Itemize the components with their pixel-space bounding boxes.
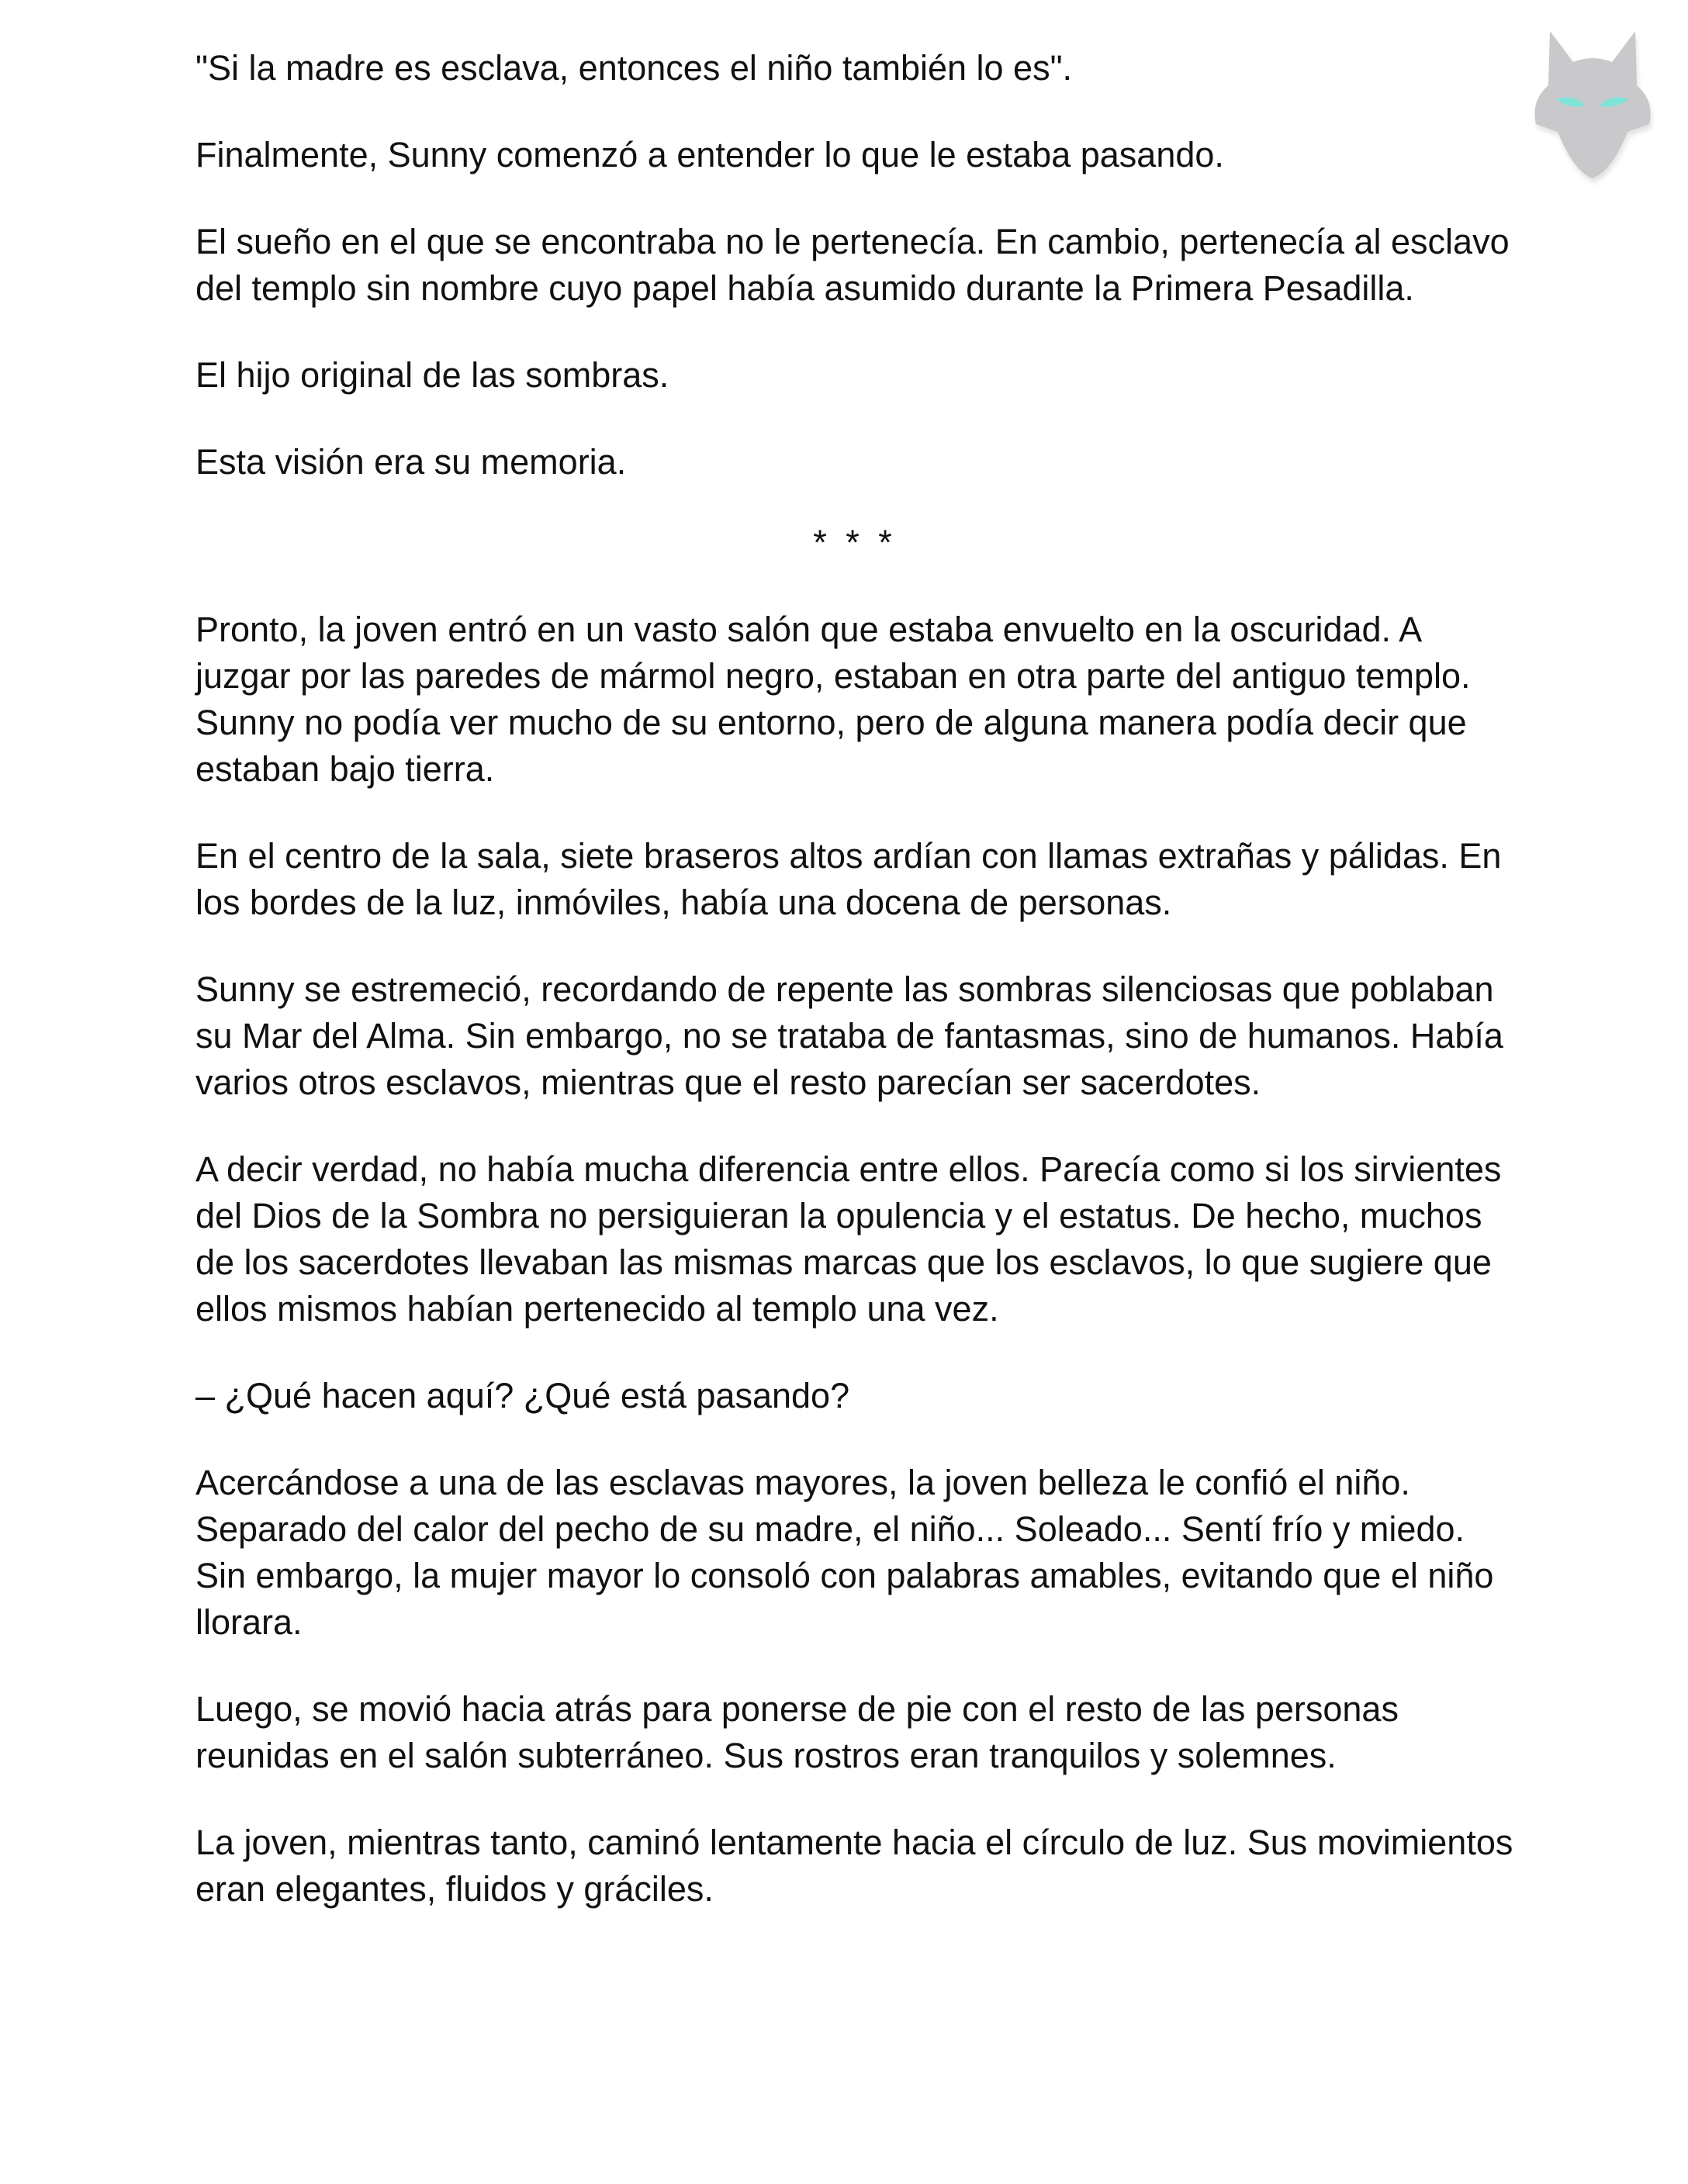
paragraph-dream: El sueño en el que se encontraba no le pertenecía. En cambio, pertenecía al esclavo del templo sin nombre cuyo papel había asumido durante la Primera Pesadilla. — [195, 222, 1510, 308]
paragraph-circle-of-light: La joven, mientras tanto, caminó lentamente hacia el círculo de luz. Sus movimientos eran elegantes, fluidos y gráciles. — [195, 1823, 1513, 1909]
paragraph-realization: Finalmente, Sunny comenzó a entender lo que le estaba pasando. — [195, 135, 1224, 175]
demon-head-icon — [1519, 16, 1666, 194]
paragraph-shadows: Sunny se estremeció, recordando de repente las sombras silenciosas que poblaban su Mar del Alma. Sin embargo, no se trataba de fantasmas, sino de humanos. Había varios otros esclavos, mientras que el resto parecían ser sacerdotes. — [195, 969, 1503, 1102]
paragraph-gathered: Luego, se movió hacia atrás para ponerse de pie con el resto de las personas reunidas en el salón subterráneo. Sus rostros eran tranquilos y solemnes. — [195, 1689, 1399, 1775]
scene-separator: * * * — [813, 523, 897, 562]
document-body — [195, 45, 1514, 1953]
paragraph-original-son: El hijo original de las sombras. — [195, 355, 669, 395]
paragraph-dialogue: – ¿Qué hacen aquí? ¿Qué está pasando? — [195, 1376, 850, 1415]
paragraph-priests: A decir verdad, no había mucha diferencia entre ellos. Parecía como si los sirvientes del Dios de la Sombra no persiguieran la opulencia y el estatus. De hecho, muchos de los sacerdotes llevaban las mismas marcas que los esclavos, lo que sugiere que ellos mismos habían pertenecido al templo una vez. — [195, 1149, 1502, 1329]
paragraph-memory: Esta visión era su memoria. — [195, 442, 627, 482]
paragraph-quote: "Si la madre es esclava, entonces el niño también lo es". — [195, 48, 1073, 88]
paragraph-braziers: En el centro de la sala, siete braseros altos ardían con llamas extrañas y pálidas. En los bordes de la luz, inmóviles, había una docena de personas. — [195, 836, 1502, 922]
paragraph-child: Acercándose a una de las esclavas mayores, la joven belleza le confió el niño. Separado del calor del pecho de su madre, el niño... Soleado... Sentí frío y miedo. Sin embargo, la mujer mayor lo consoló con palabras amables, evitando que el niño llorara. — [195, 1463, 1494, 1642]
paragraph-hall: Pronto, la joven entró en un vasto salón que estaba envuelto en la oscuridad. A juzgar por las paredes de mármol negro, estaban en otra parte del antiguo templo. Sunny no podía ver mucho de su entorno, pero de alguna manera podía decir que estaban bajo tierra. — [195, 610, 1471, 789]
